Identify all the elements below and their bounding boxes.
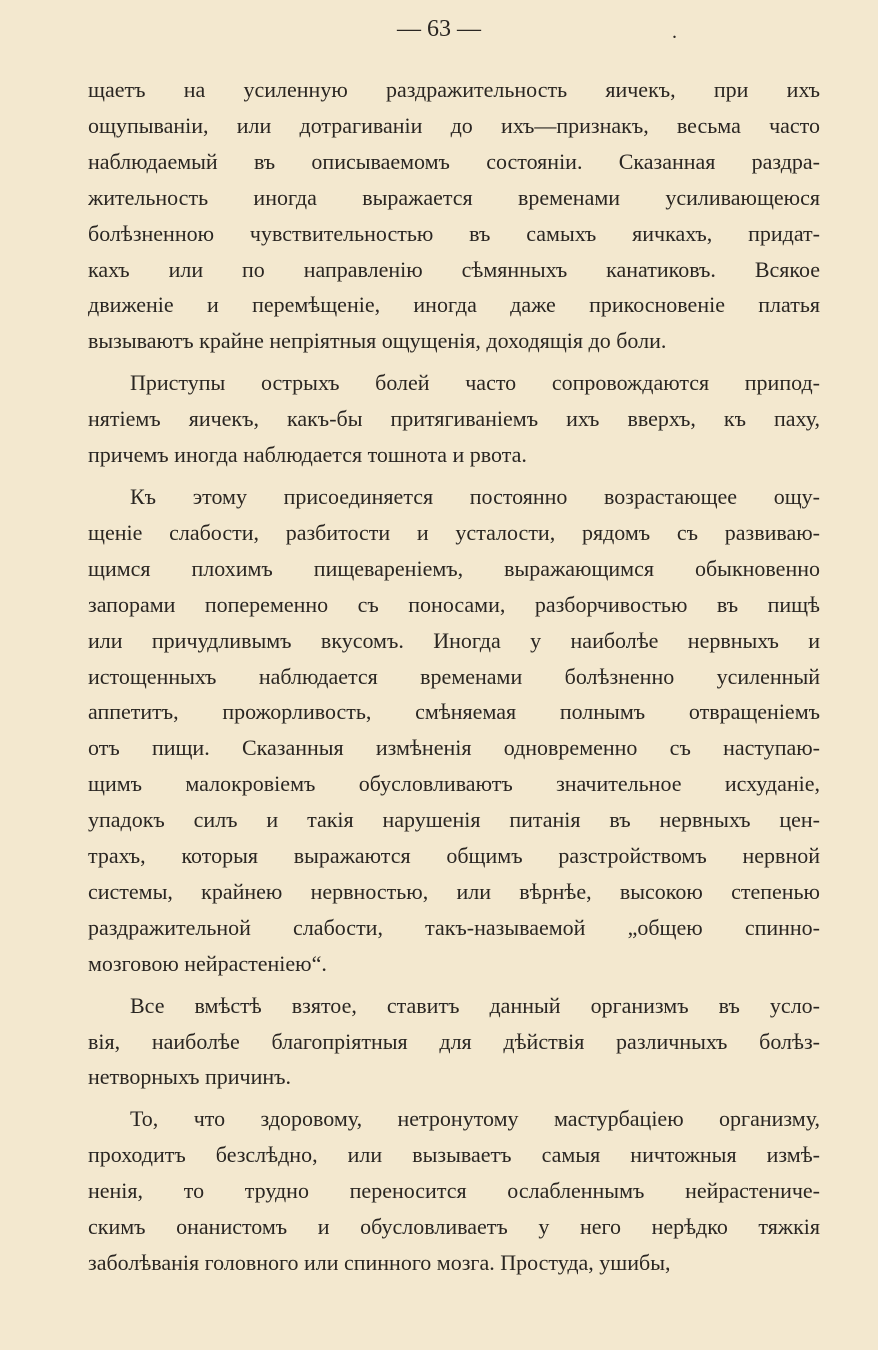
text-line: заболѣванія головного или спинного мозга. Простуда, ушибы, — [88, 1250, 671, 1275]
page-number: — 63 — — [397, 16, 481, 42]
text-line: системы, крайнею нервностью, или вѣрнѣе, высокою степенью — [88, 878, 820, 904]
text-line: щимся плохимъ пищевареніемъ, выражающимся обыкновенно — [88, 555, 820, 581]
text-line: болѣзненною чувствительностью въ самыхъ яичкахъ, придат- — [88, 220, 820, 246]
text-line: упадокъ силъ и такія нарушенія питанія въ нервныхъ цен- — [88, 807, 820, 833]
text-line: жительность иногда выражается временами усиливающеюся — [88, 184, 820, 210]
text-line: истощенныхъ наблюдается временами болѣзненно усиленный — [88, 663, 820, 689]
text-line: ненія, то трудно переносится ослабленнымъ нейрастениче- — [88, 1178, 820, 1204]
text-line: То, что здоровому, нетронутому мастурбаціею организму, — [130, 1106, 820, 1132]
paragraph — [88, 479, 820, 982]
paragraph — [88, 365, 820, 473]
text-line: раздражительной слабости, такъ-называемой „общею спинно- — [88, 914, 820, 940]
paragraph — [88, 1101, 820, 1281]
text-line: нятіемъ яичекъ, какъ-бы притягиваніемъ ихъ вверхъ, къ паху, — [88, 406, 820, 432]
stray-mark: . — [672, 21, 677, 43]
text-line: Приступы острыхъ болей часто сопровождаются припод- — [130, 370, 820, 396]
text-line: щимъ малокровіемъ обусловливаютъ значительное исхуданіе, — [88, 771, 820, 797]
text-line: вызываютъ крайне непріятныя ощущенія, доходящія до боли. — [88, 328, 667, 354]
text-line: Къ этому присоединяется постоянно возрастающее ощу- — [130, 483, 820, 509]
text-line: или причудливымъ вкусомъ. Иногда у наиболѣе нервныхъ и — [88, 627, 820, 653]
text-line: мозговою нейрастеніею“. — [88, 950, 327, 976]
text-line: Все вмѣстѣ взятое, ставитъ данный организмъ въ усло- — [130, 992, 820, 1018]
text-line: кахъ или по направленію сѣмянныхъ канатиковъ. Всякое — [88, 256, 820, 282]
text-line: скимъ онанистомъ и обусловливаетъ у него нерѣдко тяжкія — [88, 1214, 820, 1240]
text-line: нетворныхъ причинъ. — [88, 1064, 292, 1090]
text-line: щеніе слабости, разбитости и усталости, рядомъ съ развиваю- — [88, 519, 820, 545]
text-line: вія, наиболѣе благопріятныя для дѣйствія различныхъ болѣз- — [88, 1028, 820, 1054]
text-line: ощупываніи, или дотрагиваніи до ихъ—признакъ, весьма часто — [88, 112, 820, 138]
text-line: проходитъ безслѣдно, или вызываетъ самыя ничтожныя измѣ- — [88, 1142, 820, 1168]
paragraph — [88, 988, 820, 1096]
text-line: отъ пищи. Сказанныя измѣненія одновременно съ наступаю- — [88, 735, 820, 761]
text-line: причемъ иногда наблюдается тошнота и рвота. — [88, 442, 527, 468]
text-line: движеніе и перемѣщеніе, иногда даже прикосновеніе платья — [88, 292, 820, 318]
text-line: щаетъ на усиленную раздражительность яичекъ, при ихъ — [88, 77, 820, 102]
text-line: наблюдаемый въ описываемомъ состояніи. Сказанная раздра- — [88, 148, 820, 174]
text-line: аппетитъ, прожорливость, смѣняемая полнымъ отвращеніемъ — [88, 699, 820, 725]
text-line: запорами попеременно съ поносами, разборчивостью въ пищѣ — [88, 591, 820, 617]
text-line: трахъ, которыя выражаются общимъ разстройствомъ нервной — [88, 843, 820, 869]
body-text — [88, 72, 820, 1281]
paragraph — [88, 72, 820, 359]
